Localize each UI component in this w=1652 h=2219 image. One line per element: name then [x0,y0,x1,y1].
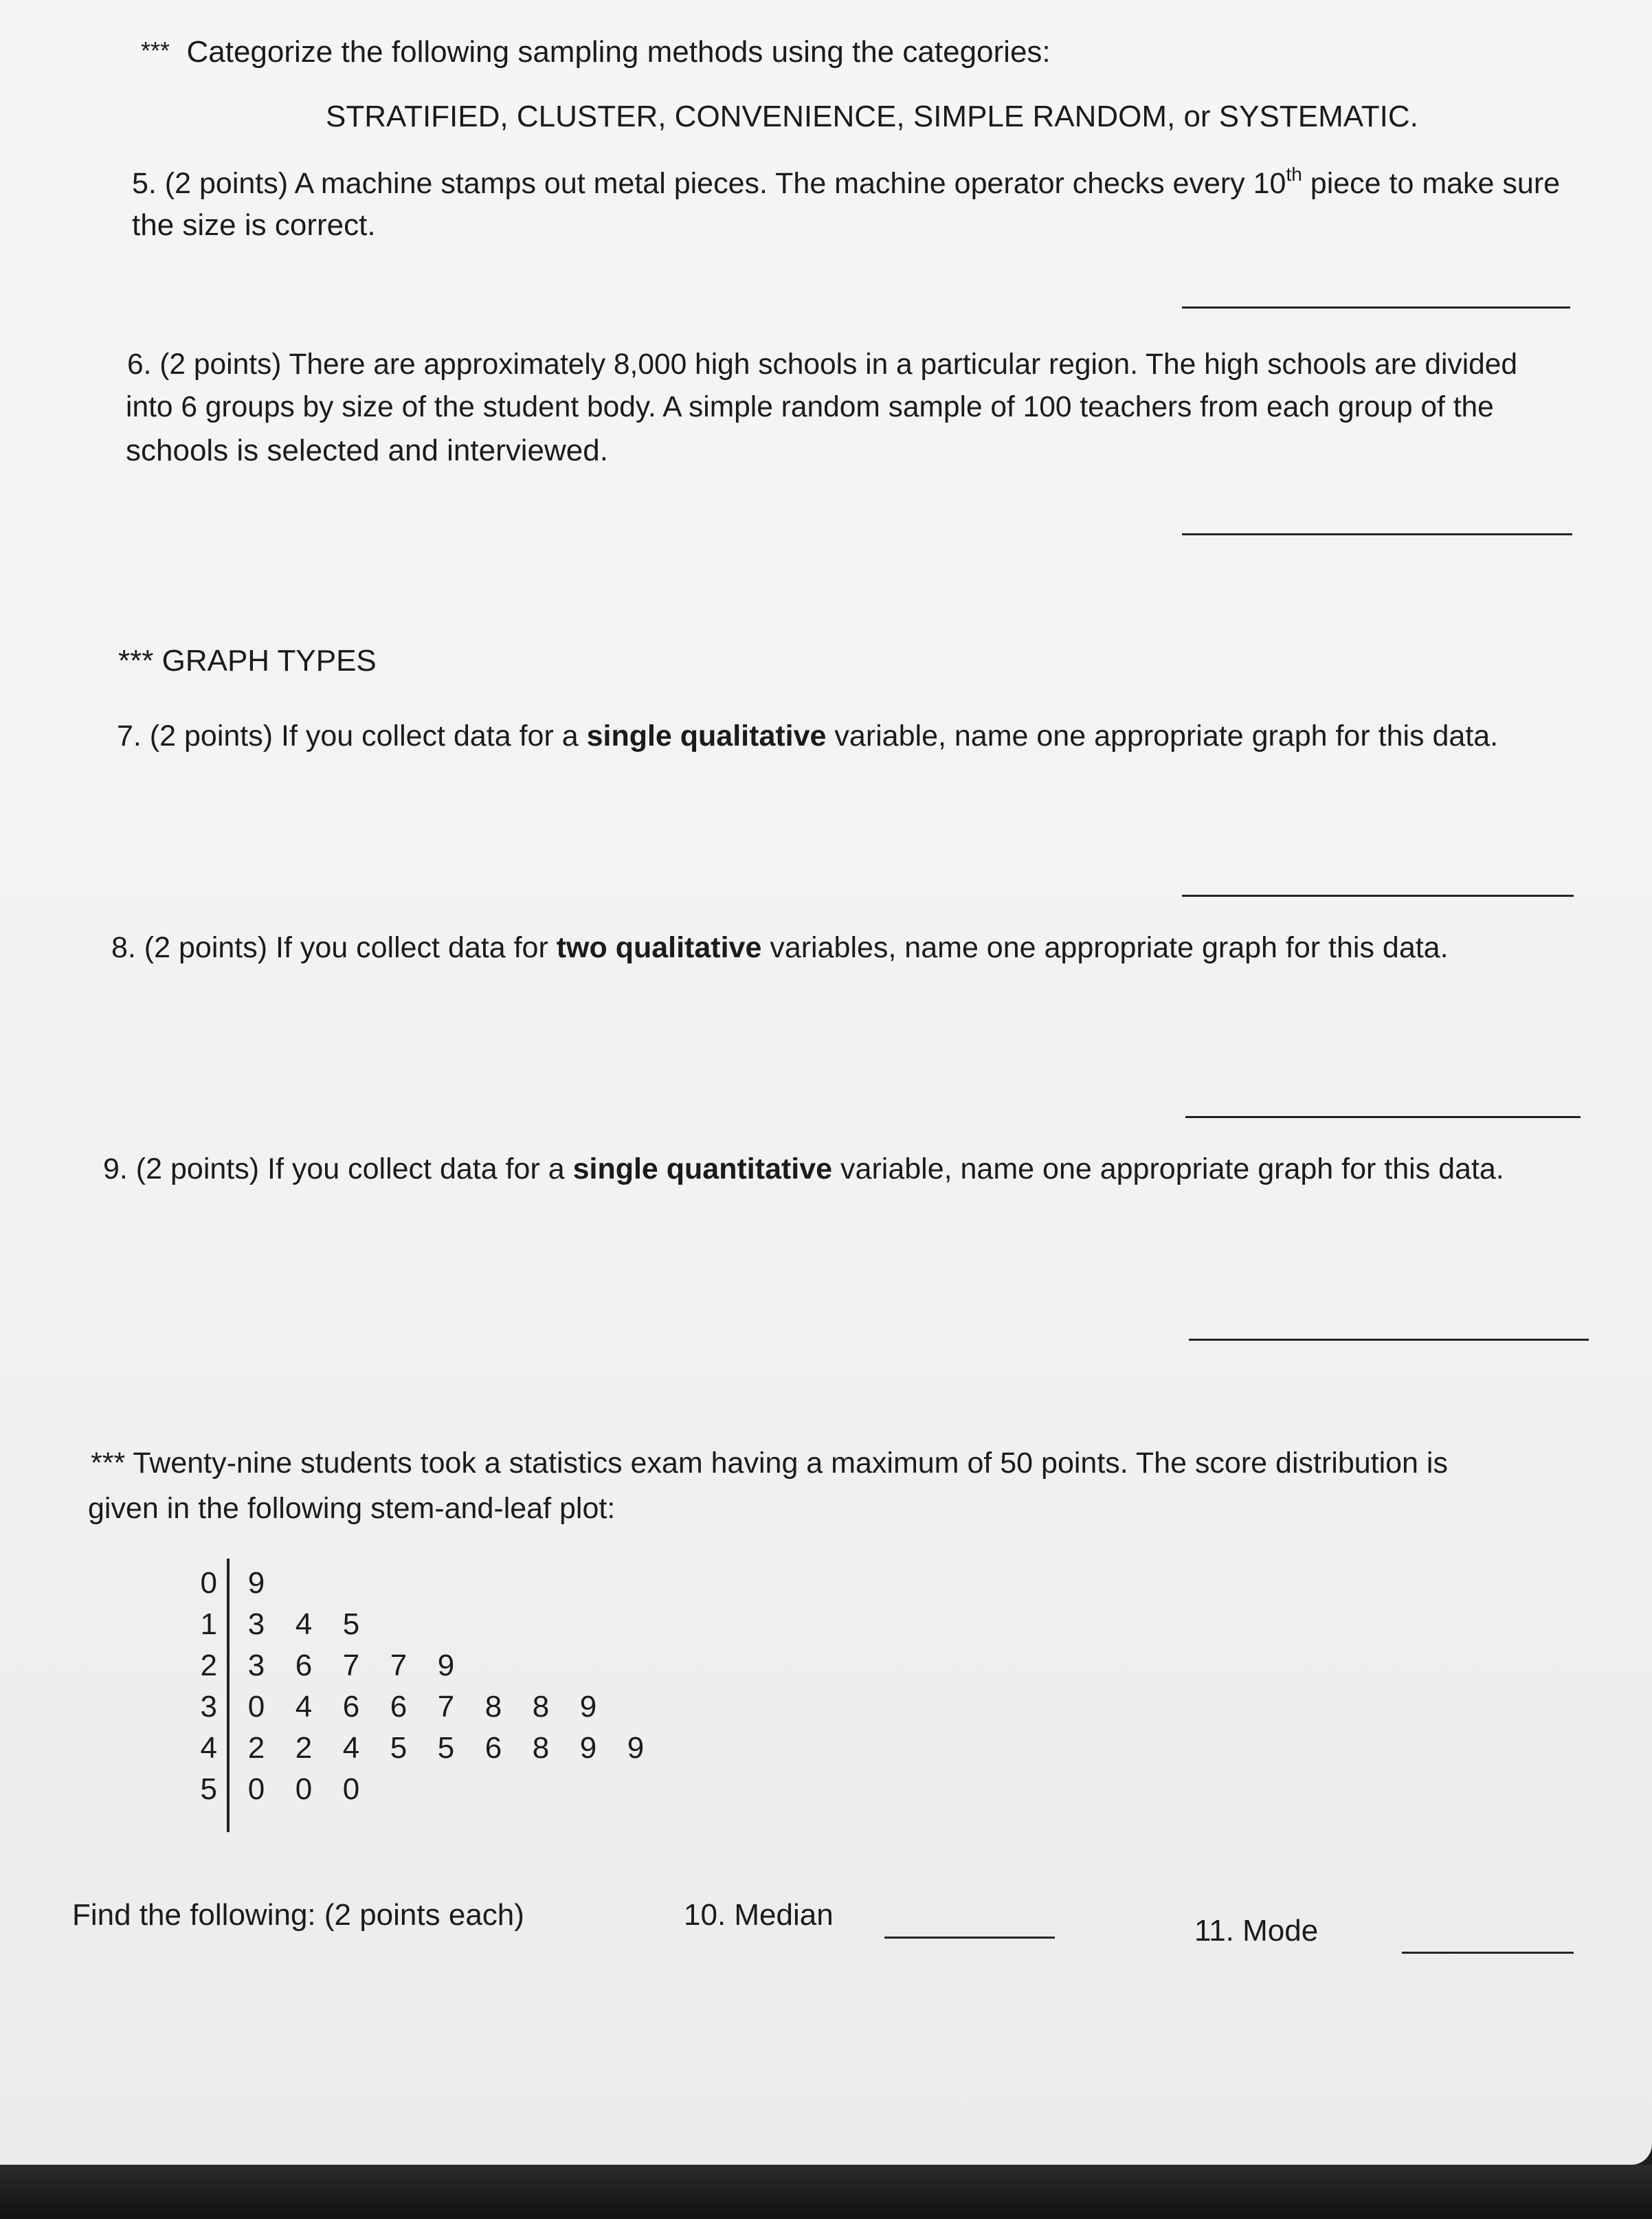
leaf-value: 7 [342,1649,360,1682]
leaf-value: 9 [247,1566,265,1600]
stem-value: 1 [200,1607,217,1641]
graph-types-heading: *** GRAPH TYPES [118,644,377,678]
leaf-value: 0 [342,1772,360,1806]
q5-superscript: th [1286,164,1302,185]
q6-answer-blank[interactable] [1182,533,1572,535]
leaf-value: 9 [437,1649,455,1682]
stem-value: 0 [200,1566,217,1600]
sampling-intro [141,37,1051,67]
q8-text-after: variables, name one appropriate graph for this data. [761,931,1449,964]
q9-answer-blank[interactable] [1189,1339,1589,1341]
q10-answer-blank[interactable] [884,1937,1055,1939]
leaf-value: 5 [390,1731,408,1765]
stem-leaf-intro-line2: given in the following stem-and-leaf plot: [88,1492,616,1525]
leaf-value: 8 [532,1690,550,1724]
leaf-value: 9 [627,1731,645,1765]
q7-text-after: variable, name one appropriate graph for this data. [826,720,1499,752]
intro-text: Categorize the following sampling methods using the categories: [186,35,1051,69]
stem-leaf-divider [227,1559,230,1832]
q7-bold-text: single qualitative [586,720,827,752]
leaf-value: 6 [390,1690,408,1724]
q6-line3: schools is selected and interviewed. [126,434,608,467]
stem-value: 4 [200,1731,217,1765]
leaf-value: 5 [342,1607,360,1641]
q5-line1 [132,164,1561,200]
q8-line [111,933,1449,963]
stem-value: 5 [200,1772,217,1806]
stem-value: 2 [200,1649,217,1682]
leaf-value: 6 [484,1731,502,1765]
leaf-value: 5 [437,1731,455,1765]
q6-line1: 6. (2 points) There are approximately 8,000 high schools in a particular region. The high schools are divided [127,348,1518,381]
q10-median-label: 10. Median [684,1898,834,1932]
q11-answer-blank[interactable] [1402,1952,1574,1954]
q6-line2: into 6 groups by size of the student body. A simple random sample of 100 teachers from each group of the [126,391,1494,423]
leaf-value: 3 [247,1649,265,1682]
q8-answer-blank[interactable] [1185,1116,1581,1118]
q5-text-before: 5. (2 points) A machine stamps out metal pieces. The machine operator checks every 10 [132,167,1286,200]
q9-bold-text: single quantitative [572,1152,833,1185]
leaf-value: 6 [342,1690,360,1724]
q7-line [117,722,1498,751]
leaf-value: 4 [342,1731,360,1765]
leaf-value: 0 [295,1772,313,1806]
q9-text-before: 9. (2 points) If you collect data for a [103,1152,573,1185]
leaf-value: 7 [437,1690,455,1724]
leaf-value: 0 [247,1690,265,1724]
stem-value: 3 [200,1690,217,1724]
leaf-value: 8 [532,1731,550,1765]
leaf-value: 2 [247,1731,265,1765]
q9-text-after: variable, name one appropriate graph for this data. [832,1152,1504,1185]
leaf-value: 3 [247,1607,265,1641]
q5-answer-blank[interactable] [1182,306,1570,309]
q11-mode-label: 11. Mode [1194,1914,1319,1948]
q7-answer-blank[interactable] [1182,895,1574,897]
q8-bold-text: two qualitative [556,931,762,964]
q5-line2: the size is correct. [132,208,376,242]
leaf-value: 9 [579,1731,597,1765]
leaf-value: 4 [295,1690,313,1724]
desk-background [0,2165,1652,2219]
q7-text-before: 7. (2 points) If you collect data for a [117,720,587,752]
q8-text-before: 8. (2 points) If you collect data for [111,931,557,964]
leaf-value: 7 [390,1649,408,1682]
leaf-value: 9 [579,1690,597,1724]
intro-stars: *** [141,36,170,65]
q5-text-after: piece to make sure [1302,167,1561,200]
stem-leaf-intro-line1: *** Twenty-nine students took a statistics exam having a maximum of 50 points. The score distribution is [91,1447,1448,1480]
sampling-categories: STRATIFIED, CLUSTER, CONVENIENCE, SIMPLE RANDOM, or SYSTEMATIC. [326,100,1418,133]
leaf-value: 2 [295,1731,313,1765]
q9-line [103,1152,1504,1185]
find-following-label: Find the following: (2 points each) [72,1898,524,1932]
leaf-value: 8 [484,1690,502,1724]
leaf-value: 4 [295,1607,313,1641]
leaf-value: 6 [295,1649,313,1682]
leaf-value: 0 [247,1772,265,1806]
